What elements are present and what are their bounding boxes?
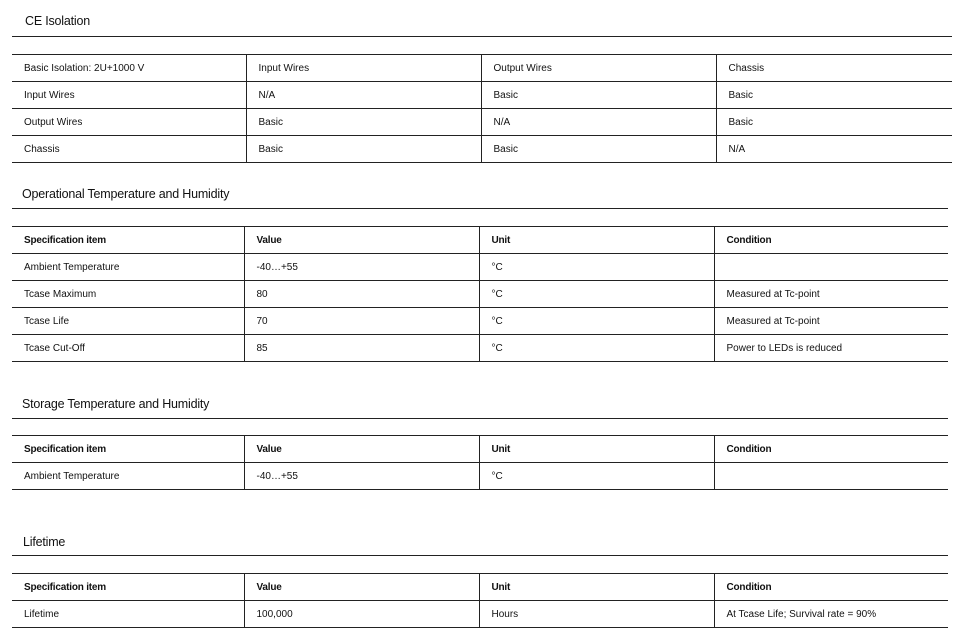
table-header-cell: Value xyxy=(244,574,479,601)
table-cell: N/A xyxy=(716,136,952,163)
table-cell: °C xyxy=(479,335,714,362)
table-cell: 85 xyxy=(244,335,479,362)
section-rule xyxy=(12,208,948,209)
table-header-cell: Specification item xyxy=(12,574,244,601)
table-cell: Hours xyxy=(479,601,714,628)
table-row xyxy=(12,463,948,490)
table-cell: Power to LEDs is reduced xyxy=(714,335,948,362)
table-cell: 70 xyxy=(244,308,479,335)
table-header-cell: Condition xyxy=(714,574,948,601)
storage-temperature-table xyxy=(12,435,948,490)
table-cell: Chassis xyxy=(716,55,952,82)
table-row xyxy=(12,601,948,628)
operational-temperature-table xyxy=(12,226,948,362)
table-cell: Basic xyxy=(246,136,481,163)
table-row xyxy=(12,335,948,362)
table-cell: Input Wires xyxy=(12,82,246,109)
table-cell: N/A xyxy=(481,109,716,136)
table-cell: Tcase Cut-Off xyxy=(12,335,244,362)
table-row xyxy=(12,136,952,163)
table-header-cell: Unit xyxy=(479,227,714,254)
table-header-cell: Condition xyxy=(714,227,948,254)
table-header-row xyxy=(12,227,948,254)
table-cell: Output Wires xyxy=(481,55,716,82)
section-rule xyxy=(12,418,948,419)
table-cell: °C xyxy=(479,281,714,308)
table-cell: -40…+55 xyxy=(244,463,479,490)
table-cell: 100,000 xyxy=(244,601,479,628)
table-header-cell: Unit xyxy=(479,574,714,601)
table-cell: Input Wires xyxy=(246,55,481,82)
table-cell: Measured at Tc-point xyxy=(714,308,948,335)
table-row xyxy=(12,82,952,109)
table-header-cell: Unit xyxy=(479,436,714,463)
table-cell: Tcase Maximum xyxy=(12,281,244,308)
table-header-cell: Value xyxy=(244,227,479,254)
table-cell: At Tcase Life; Survival rate = 90% xyxy=(714,601,948,628)
table-cell: Chassis xyxy=(12,136,246,163)
table-cell: Basic xyxy=(481,82,716,109)
table-cell: 80 xyxy=(244,281,479,308)
table-cell: Basic xyxy=(246,109,481,136)
table-cell: Ambient Temperature xyxy=(12,254,244,281)
table-cell: °C xyxy=(479,308,714,335)
table-row xyxy=(12,109,952,136)
table-cell: Tcase Life xyxy=(12,308,244,335)
table-header-cell: Condition xyxy=(714,436,948,463)
lifetime-table xyxy=(12,573,948,628)
table-cell: Measured at Tc-point xyxy=(714,281,948,308)
table-cell: Basic Isolation: 2U+1000 V xyxy=(12,55,246,82)
table-cell: °C xyxy=(479,254,714,281)
section-title: Operational Temperature and Humidity xyxy=(22,187,230,201)
table-cell: Basic xyxy=(716,82,952,109)
table-header-cell: Specification item xyxy=(12,436,244,463)
ce-isolation-table xyxy=(12,54,952,163)
table-cell: Lifetime xyxy=(12,601,244,628)
table-header-cell: Value xyxy=(244,436,479,463)
table-cell: -40…+55 xyxy=(244,254,479,281)
section-title: CE Isolation xyxy=(25,14,90,28)
table-header-row xyxy=(12,574,948,601)
table-header-row xyxy=(12,436,948,463)
table-cell: Output Wires xyxy=(12,109,246,136)
table-cell: Basic xyxy=(716,109,952,136)
section-title: Lifetime xyxy=(23,535,66,549)
section-rule xyxy=(12,36,952,37)
section-title: Storage Temperature and Humidity xyxy=(22,397,210,411)
table-cell: N/A xyxy=(246,82,481,109)
table-row xyxy=(12,308,948,335)
table-row xyxy=(12,281,948,308)
table-cell: °C xyxy=(479,463,714,490)
table-cell xyxy=(714,254,948,281)
table-cell: Basic xyxy=(481,136,716,163)
section-rule xyxy=(12,555,948,556)
table-header-cell: Specification item xyxy=(12,227,244,254)
table-row xyxy=(12,55,952,82)
table-cell xyxy=(714,463,948,490)
table-row xyxy=(12,254,948,281)
table-cell: Ambient Temperature xyxy=(12,463,244,490)
